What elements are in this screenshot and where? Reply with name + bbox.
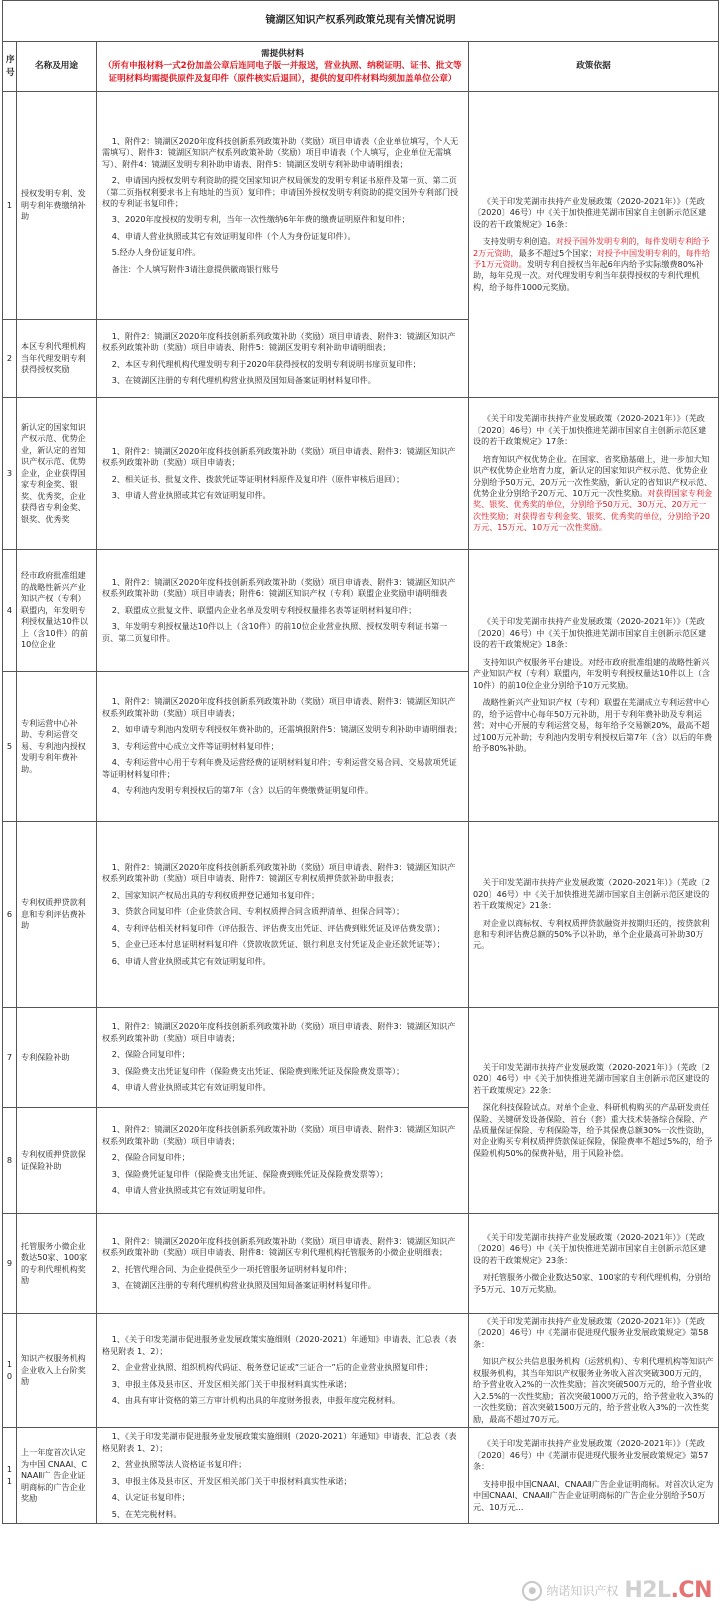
row-number: 11 bbox=[3, 1428, 17, 1524]
requirement-item: 3、2020年度授权的发明专利，当年一次性缴纳6年年费的缴费证明原件和复印件； bbox=[111, 214, 410, 225]
requirement-item: 3、申报主体及县市区、开发区相关部门关于申报材料真实性承诺； bbox=[111, 1378, 352, 1389]
row-requirements bbox=[97, 550, 469, 672]
requirement-item: 2、申请国内授权发明专利资助的提交国家知识产权局颁发的发明专利证书原件及第一页、第二页（第二页指权利要求书上有地址的当页）复印件；申请国外授权发明专利资助的提交国外专利部门授权的专利证书复印件； bbox=[102, 175, 459, 208]
row-requirements bbox=[97, 398, 469, 550]
requirement-item: 4、专利池内发明专利授权后的第7年（含）以后的年费缴费证明复印件。 bbox=[111, 785, 373, 796]
basis-paragraph bbox=[473, 1102, 714, 1159]
requirement-item: 2、相关证书、批复文件、拨款凭证等证明材料原件及复印件（原件审核后退回）； bbox=[111, 473, 405, 484]
basis-paragraph bbox=[473, 918, 714, 952]
requirement-item: 4、申请人营业执照或其它有效证明复印件（个人为身份证复印件）。 bbox=[111, 230, 356, 241]
row-name: 本区专利代理机构当年代理发明专利获得授权奖励 bbox=[17, 320, 97, 398]
table-row bbox=[3, 1214, 719, 1314]
row-name: 专利权质押贷款保证保险补助 bbox=[17, 1108, 97, 1214]
basis-highlight-text: 对授予中国发明专利的，每件给予1万元资助。 bbox=[473, 247, 710, 269]
row-name: 专利保险补助 bbox=[17, 1008, 97, 1108]
row-policy-basis bbox=[469, 822, 719, 1008]
requirement-item: 2、本区专利代理机构代理发明专利于2020年获得授权的发明专利说明书扉页复印件； bbox=[111, 358, 421, 369]
basis-paragraph bbox=[473, 1062, 714, 1096]
table-row bbox=[3, 1008, 719, 1108]
requirement-item: 3、年发明专利授权量达10件以上（含10件）的前10位企业营业执照、授权发明专利证书第一页、第二页复印件。 bbox=[102, 621, 448, 643]
row-number: 8 bbox=[3, 1108, 17, 1214]
row-number: 2 bbox=[3, 320, 17, 398]
basis-paragraph bbox=[473, 413, 714, 447]
requirement-item: 4、专利评估相关材料复印件（评估报告、评估费支出凭证、评估费到账凭证及评估费发票）； bbox=[111, 922, 445, 933]
title-row bbox=[3, 1, 719, 42]
wechat-icon: ● bbox=[522, 1581, 542, 1601]
basis-paragraph bbox=[473, 1479, 714, 1513]
row-number: 4 bbox=[3, 550, 17, 672]
document-title: 镜湖区知识产权系列政策兑现有关情况说明 bbox=[3, 1, 719, 42]
requirement-item: 1、附件2：镜湖区2020年度科技创新系列政策补助（奖励）项目申请表、附件3：镜湖区知识产权系列政策补助（奖励）项目申请表； bbox=[102, 1124, 456, 1146]
basis-paragraph bbox=[473, 877, 714, 911]
basis-paragraph bbox=[473, 196, 714, 230]
requirement-item: 1、附件2：镜湖区2020年度科技创新系列政策补助（奖励）项目申请表、附件3：镜湖区知识产权系列政策补助（奖励）项目申请表、附件7：镜湖区专利权质押贷款补助申报表； bbox=[102, 861, 456, 884]
requirement-item: 3、保险费支出凭证复印件（保险费支出凭证、保险费到账凭证及保险费发票等）； bbox=[111, 1065, 405, 1076]
policy-table bbox=[2, 0, 719, 1524]
requirement-item: 1、《关于印发芜湖市促进服务业发展政策实施细则（2020-2021）年通知》申请表、汇总表（表格见附表 1、2）； bbox=[102, 1431, 457, 1453]
basis-paragraph bbox=[473, 454, 714, 534]
requirement-item: 3、保险费凭证复印件（保险费支出凭证、保险费到账凭证及保险费发票等）； bbox=[111, 1168, 389, 1179]
requirement-item: 5、企业已还本付息证明材料复印件（贷款收款凭证、银行利息支付凭证及企业还款凭证等）； bbox=[111, 939, 445, 950]
requirement-item: 3、专利运营中心成立文件等证明材料复印件； bbox=[111, 740, 279, 751]
row-requirements bbox=[97, 822, 469, 1008]
basis-text: 发明专利自授权当年起6年内给予实际缴费80%补助，每年兑现一次。对代理发明专利当年获得授权的专利代理机构，给予每件1000元奖励。 bbox=[473, 258, 704, 292]
row-name: 知识产权服务机构企业收入上台阶奖励 bbox=[17, 1314, 97, 1428]
requirement-item: 2、如申请专利池内发明专利授权年费补助的，还需填报附件5：镜湖区发明专利补助申请明细表； bbox=[111, 724, 462, 735]
row-name: 经市政府批准组建的战略性新兴产业知识产权（专利）联盟内，年发明专利授权量达10件以上（含10件）的前10位企业 bbox=[17, 550, 97, 672]
document-page bbox=[2, 0, 718, 1609]
row-requirements bbox=[97, 320, 469, 398]
header-row bbox=[3, 42, 719, 92]
requirement-item: 3、在镜湖区注册的专利代理机构营业执照及国知局备案证明材料复印件。 bbox=[111, 1279, 376, 1290]
row-policy-basis bbox=[469, 550, 719, 822]
row-requirements bbox=[97, 672, 469, 822]
basis-paragraph bbox=[473, 236, 714, 293]
basis-paragraph bbox=[473, 1316, 714, 1350]
basis-text: 《关于印发芜湖市扶持产业发展政策（2020-2021年）》（芜政〔2020〕46号）中《关于加快推进芜湖市国家自主创新示范区建设的若干政策规定》23条： bbox=[473, 1231, 707, 1265]
basis-text: 支持知识产权服务平台建设。对经市政府批准组建的战略性新兴产业知识产权（专利）联盟内，年发明专利授权量达10件以上（含10件）的前10位企业分别给予10万元奖励。 bbox=[473, 656, 710, 690]
requirement-item: 5、在芜完税材料。 bbox=[111, 1508, 182, 1519]
basis-text: 《关于印发芜湖市扶持产业发展政策（2020-2021年）》（芜政〔2020〕46号）中《关于加快推进芜湖市国家自主创新示范区建设的若干政策规定》18条： bbox=[473, 616, 707, 650]
requirement-item: 1、附件2：镜湖区2020年度科技创新系列政策补助（奖励）项目申请表（企业单位填写，个人无需填写）、附件3：镜湖区知识产权系列政策补助（奖励）项目申请表（个人填写，企业单位无需填写）、附件4：镜湖区发明专利补助申请表、附件5：镜湖区发明专利补助申请明细表； bbox=[102, 135, 459, 169]
row-name: 专利权质押贷款利息和专利评估费补助 bbox=[17, 822, 97, 1008]
basis-highlight-text: 对授予国外发明专利的，每件发明专利给予2万元资助， bbox=[473, 236, 710, 258]
requirement-item: 1、附件2：镜湖区2020年度科技创新系列政策补助（奖励）项目申请表、附件3：镜湖区知识产权系列政策补助（奖励）项目申请表、附件8：镜湖区专利代理机构托管服务的小微企业明细表； bbox=[102, 1235, 456, 1258]
basis-paragraph bbox=[473, 1438, 714, 1472]
table-row bbox=[3, 550, 719, 672]
basis-paragraph bbox=[473, 616, 714, 650]
basis-text: 知识产权公共信息服务机构（运营机构）、专利代理机构等知识产权服务机构，其当年知识产权服务业务收入首次突破300万元的，给予营业收入2%的一次性奖励；首次突破500万元的，给予营业收入2.5%的一次性奖励；首次突破1000万元的，给予营业收入3%的一次性奖励；首次突破1500万元的，给予营业收入3%的一次性奖励，最高不超过70万元。 bbox=[473, 1356, 714, 1424]
basis-paragraph bbox=[473, 1356, 714, 1425]
table-row bbox=[3, 822, 719, 1008]
header-req-note: （所有申报材料一式2份加盖公章后连同电子版一并报送，营业执照、纳税证明、证书、批文等证明材料均需提供原件及复印件（原件核实后退回），提供的复印件材料均须加盖单位公章） bbox=[103, 61, 462, 84]
requirement-item: 3、在镜湖区注册的专利代理机构营业执照及国知局备案证明材料复印件。 bbox=[111, 374, 376, 385]
requirement-item: 5.经办人身份证复印件。 bbox=[111, 247, 201, 258]
row-name: 上一年度首次认定为中国 CNAAⅠ、CNAAⅡ广 告企业证明商标的广告企业奖励 bbox=[17, 1428, 97, 1524]
table-row bbox=[3, 398, 719, 550]
basis-text: 对企业以商标权、专利权质押贷款融资并按期归还的，按贷款利息和专利评估费总额的50%予以补助，单个企业最高可补助30万元。 bbox=[473, 917, 710, 951]
watermark-logo-suffix: .CN bbox=[670, 1578, 712, 1603]
row-number: 3 bbox=[3, 398, 17, 550]
basis-text: 支持申报中国CNAAⅠ、CNAAⅡ广告企业证明商标。对首次认定为中国CNAAⅠ、CNAAⅡ广告企业证明商标的广告企业分别给予50万元、10万元... bbox=[473, 1478, 714, 1512]
requirement-item: 2、托管代理合同、为企业提供至少一项托管服务证明材料复印件； bbox=[111, 1263, 352, 1274]
header-no: 序号 bbox=[3, 42, 17, 92]
watermark bbox=[522, 1578, 712, 1603]
requirement-item: 1、附件2：镜湖区2020年度科技创新系列政策补助（奖励）项目申请表、附件3：镜湖区知识产权系列政策补助（奖励）项目申请表、附件5：镜湖区发明专利补助申请明细表； bbox=[102, 330, 456, 353]
basis-text: 对托管服务小微企业数达50家、100家的专利代理机构，分别给予5万元、10万元奖励。 bbox=[473, 1272, 711, 1294]
row-policy-basis bbox=[469, 1428, 719, 1524]
row-number: 5 bbox=[3, 672, 17, 822]
basis-text: 《关于印发芜湖市扶持产业发展政策（2020-2021年）》（芜政〔2020〕46号）中《关于加快推进芜湖市国家自主创新示范区建设的若干政策规定》17条： bbox=[473, 413, 707, 447]
requirement-item: 3、申报主体及县市区、开发区相关部门关于申报材料真实性承诺； bbox=[111, 1475, 352, 1486]
row-number: 10 bbox=[3, 1314, 17, 1428]
row-number: 9 bbox=[3, 1214, 17, 1314]
basis-text: 培育知识产权优势企业。在国家、省奖励基础上，进一步加大知识产权优势企业培育力度，新认定的国家知识产权示范、优势企业分别给予50万元、20万元一次性奖励，新认定的省知识产权示范、优势企业分别给予20万元、10万元一次性奖励。 bbox=[473, 453, 713, 498]
requirement-item: 6、申请人营业执照或其它有效证明复印件。 bbox=[111, 955, 271, 966]
row-requirements bbox=[97, 1214, 469, 1314]
basis-text: 关于印发芜湖市扶持产业发展政策（2020-2021年）》（芜政〔2020〕46号）中《关于加快推进芜湖市国家自主创新示范区建设的若干政策规定》22条： bbox=[473, 1061, 711, 1095]
row-name: 新认定的国家知识产权示范、优势企业，新认定的省知识产权示范、优势企业，企业获得国家专利金奖、银奖、优秀奖，企业获得省专利金奖、银奖、优秀奖 bbox=[17, 398, 97, 550]
requirement-item: 3、贷款合同复印件（企业贷款合同、专利权质押合同含质押清单、担保合同等）； bbox=[111, 906, 405, 917]
row-requirements bbox=[97, 1428, 469, 1524]
table-row bbox=[3, 1428, 719, 1524]
requirement-item: 4、申请人营业执照或其它有效证明复印件。 bbox=[111, 1082, 271, 1093]
row-number: 1 bbox=[3, 92, 17, 320]
watermark-account: 纳诺知识产权 bbox=[546, 1584, 619, 1598]
table-row bbox=[3, 1314, 719, 1428]
row-policy-basis bbox=[469, 1314, 719, 1428]
header-req-title: 需提供材料 bbox=[261, 49, 304, 60]
requirement-item: 2、企业营业执照、组织机构代码证、税务登记证或“三证合一”后的企业营业执照复印件； bbox=[111, 1362, 433, 1373]
row-policy-basis bbox=[469, 1008, 719, 1214]
basis-text: 最多不超过5个国家； bbox=[518, 247, 597, 258]
basis-text: 《关于印发芜湖市扶持产业发展政策（2020-2021年）》（芜政〔2020〕46号）中《芜湖市促进现代服务业发展政策规定》第58条： bbox=[473, 1316, 709, 1349]
row-name: 托管服务小微企业数达50家、100家的专利代理机构奖励 bbox=[17, 1214, 97, 1314]
requirement-item: 4、申请人营业执照或其它有效证明复印件。 bbox=[111, 1185, 271, 1196]
requirement-item: 2、营业执照等法人资格证书复印件； bbox=[111, 1459, 247, 1470]
header-requirements bbox=[97, 42, 469, 92]
basis-paragraph bbox=[473, 697, 714, 754]
basis-paragraph bbox=[473, 657, 714, 691]
row-name: 专利运营中心补助、专利运营交易、专利池内授权发明专利年费补助。 bbox=[17, 672, 97, 822]
table-row bbox=[3, 92, 719, 320]
row-policy-basis bbox=[469, 1214, 719, 1314]
watermark-logo bbox=[624, 1578, 712, 1603]
requirement-item: 3、申请人营业执照或其它有效证明复印件。 bbox=[111, 489, 271, 500]
row-requirements bbox=[97, 92, 469, 320]
requirement-item: 1、附件2：镜湖区2020年度科技创新系列政策补助（奖励）项目申请表、附件3：镜湖区知识产权系列政策补助（奖励）项目申请表； bbox=[102, 1021, 456, 1043]
requirement-item: 2、国家知识产权局出具的专利权质押登记通知书复印件； bbox=[111, 889, 320, 900]
requirement-item: 1、《关于印发芜湖市促进服务业发展政策实施细则（2020-2021）年通知》申请表、汇总表（表格见附表 1、2）； bbox=[102, 1334, 457, 1356]
header-basis: 政策依据 bbox=[469, 42, 719, 92]
row-policy-basis bbox=[469, 398, 719, 550]
basis-paragraph bbox=[473, 1272, 714, 1295]
basis-text: 深化科技保险试点。对单个企业、科研机构购买的产品研发责任保险、关键研发设备保险、首台（套）重大技术装备综合保险、产品质量保证保险、专利保险等，给予其保费总额30%一次性资助，对企业购买专利权质押贷款保证保险，保险费率不超过5%的，给予保险机构50%的保费补贴，用于风险补偿。 bbox=[473, 1102, 713, 1158]
row-name: 授权发明专利、发明专利年费缴纳补助 bbox=[17, 92, 97, 320]
row-requirements bbox=[97, 1314, 469, 1428]
basis-text: 支持发明专利创造。 bbox=[482, 236, 556, 247]
requirement-item: 2、保险合同复印件； bbox=[111, 1049, 190, 1060]
requirement-item: 1、附件2：镜湖区2020年度科技创新系列政策补助（奖励）项目申请表、附件3：镜湖区知识产权系列政策补助（奖励）项目申请表；附件6：镜湖区知识产权（专利）联盟企业奖励申请明细表 bbox=[102, 576, 456, 599]
requirement-item: 4、专利运营中心用于专利年费及运营经费的证明材料复印件；专利运营交易合同、交易款项凭证等证明材料复印件； bbox=[102, 757, 457, 779]
row-number: 6 bbox=[3, 822, 17, 1008]
requirement-item: 1、附件2：镜湖区2020年度科技创新系列政策补助（奖励）项目申请表、附件3：镜湖区知识产权系列政策补助（奖励）项目申请表； bbox=[102, 696, 456, 718]
watermark-logo-main: H2L bbox=[624, 1578, 671, 1603]
requirement-item: 备注：个人填写附件3请注意提供徽商银行账号 bbox=[111, 263, 279, 274]
row-policy-basis bbox=[469, 92, 719, 398]
row-requirements bbox=[97, 1108, 469, 1214]
requirement-item: 2、保险合同复印件； bbox=[111, 1152, 190, 1163]
basis-paragraph bbox=[473, 1232, 714, 1266]
requirement-item: 4、由具有审计资格的第三方审计机构出具的年度财务报表，申报年度完税材料。 bbox=[111, 1395, 401, 1406]
row-requirements bbox=[97, 1008, 469, 1108]
basis-highlight-text: 对获得国家专利金奖、银奖、优秀奖的单位，分别给予50万元、30万元、20万元一次性奖励；对获得省专利金奖、银奖、优秀奖的单位，分别给予20万元、15万元、10万元一次性奖励。 bbox=[473, 487, 713, 533]
basis-text: 战略性新兴产业知识产权（专利）联盟在芜湖成立专利运营中心的，给予运营中心每年50万元补助，用于专利年费补助及专利运营；对中心开展的专利运营交易，每年给予交易额20%，最高不超过100万元补助；专利池内发明专利授权后第7年（含）以后的年费给予80%补助。 bbox=[473, 697, 713, 754]
basis-text: 关于印发芜湖市扶持产业发展政策（2020-2021年）》（芜政〔2020〕46号）中《关于加快推进芜湖市国家自主创新示范区建设的若干政策规定》21条： bbox=[473, 877, 711, 911]
requirement-item: 2、联盟成立批复文件、联盟内企业名单及发明专利授权量排名表等证明材料复印件； bbox=[111, 604, 417, 615]
header-name: 名称及用途 bbox=[17, 42, 97, 92]
requirement-item: 1、附件2：镜湖区2020年度科技创新系列政策补助（奖励）项目申请表、附件3：镜湖区知识产权系列政策补助（奖励）项目申请表； bbox=[102, 445, 456, 468]
basis-text: 《关于印发芜湖市扶持产业发展政策（2020-2021年）》（芜政〔2020〕46号）中《关于加快推进芜湖市国家自主创新示范区建设的若干政策规定》16条： bbox=[473, 195, 707, 229]
row-number: 7 bbox=[3, 1008, 17, 1108]
requirement-item: 4、认定证书复印件； bbox=[111, 1492, 190, 1503]
basis-text: 《关于印发芜湖市扶持产业发展政策（2020-2021年）》（芜政〔2020〕46号）中《芜湖市促进现代服务业发展政策规定》第57条： bbox=[473, 1438, 709, 1472]
